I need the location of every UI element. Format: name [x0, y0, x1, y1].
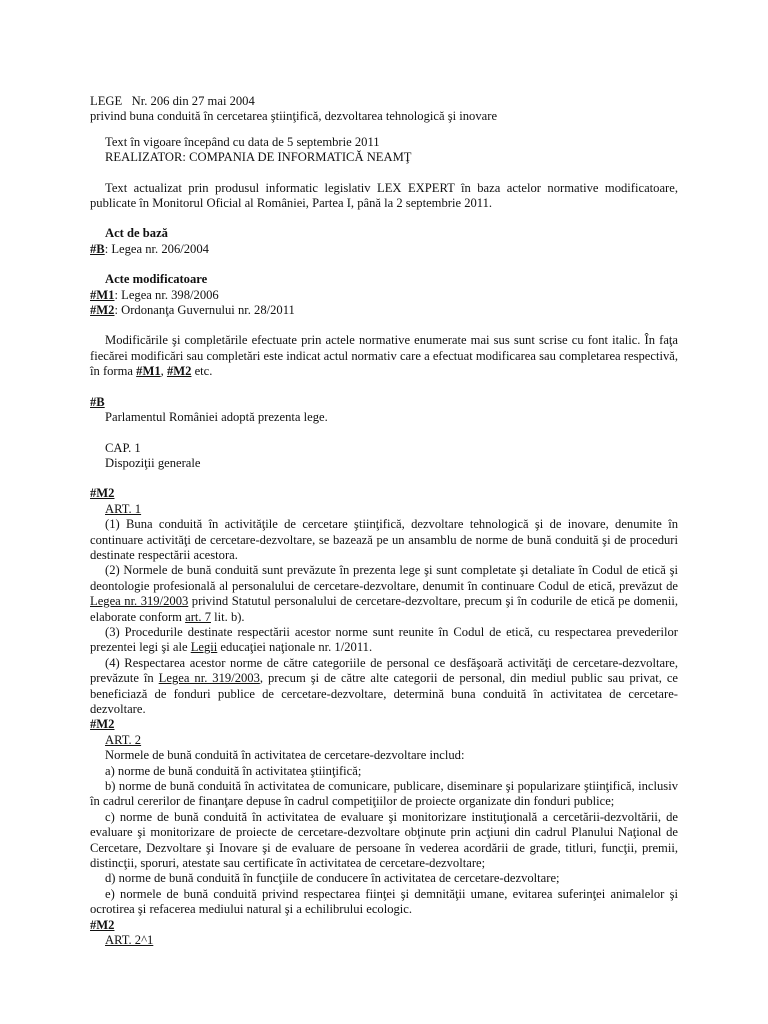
in-force-date: Text în vigoare începând cu data de 5 septembrie 2011	[105, 134, 380, 149]
article-paragraph: (4) Respectarea acestor norme de către categoriile de personal ce desfăşoară activităţi de cercetare-dezvoltare, prevăzute în Legea nr. 319/2003, precum şi de către alte categorii de personal, din mediul public sau privat, ce beneficiază de fonduri publice de cercetare-dezvoltare, determină buna conduită în activitatea de cercetare-dezvoltare.	[90, 655, 678, 716]
document-page	[90, 94, 678, 949]
marker-m2[interactable]: #M2	[166, 364, 192, 379]
article-paragraph: (2) Normele de bună conduită sunt prevăzute în prezenta lege şi sunt completate şi detaliate în Codul de etică şi deontologie profesională al personalului de cercetare-dezvoltare, denumit în continuare Codul de etică, prevăzut de Legea nr. 319/2003 privind Statutul personalului de cercetare-dezvoltare, precum şi în codurile de etică pe domenii, elaborate conform art. 7 lit. b).	[90, 563, 678, 624]
updated-notice: Text actualizat prin produsul informatic legislativ LEX EXPERT în baza actelor normative modificatoare, publicate în Monitorul Oficial al României, Partea I, până la 2 septembrie 2011.	[90, 180, 678, 211]
article-link[interactable]: art. 7	[185, 609, 211, 624]
list-item: a) norme de bună conduită în activitatea ştiinţifică;	[105, 763, 362, 778]
marker-b[interactable]: #B	[90, 241, 105, 256]
amending-act-text: : Legea nr. 398/2006	[114, 287, 219, 302]
marker-m2[interactable]: #M2	[90, 717, 115, 732]
marker-m1[interactable]: #M1	[90, 287, 115, 302]
article-paragraph: (3) Procedurile destinate respectării acestor norme sunt reunite în Codul de etică, cu respectarea prevederilor prezentei legi şi ale Legii educaţiei naţionale nr. 1/2011.	[90, 624, 678, 655]
list-item: b) norme de bună conduită în activitatea de comunicare, publicare, diseminare şi popularizare ştiinţifică, inclusiv în cadrul cererilor de finanţare depuse în cadrul competiţiilor de proiecte organizate din fonduri publice;	[90, 779, 678, 809]
list-item: e) normele de bună conduită privind respectarea fiinţei şi demnităţii umane, evitarea suferinţei animalelor şi ocrotirea şi refacerea mediului natural şi a echilibrului ecologic.	[90, 886, 678, 917]
amending-act-text: : Ordonanţa Guvernului nr. 28/2011	[114, 303, 295, 318]
list-item: c) norme de bună conduită în activitatea de evaluare şi monitorizare instituţională a cercetării-dezvoltării, de evaluare şi monitorizare de proiecte de cercetare-dezvoltare obţinute prin acţiuni din cadrul Planului Naţional de Cercetare, Dezvoltare şi Inovare şi de evaluare de persoane în vederea acordării de grade, titluri, funcţii, premii, distincţii, sporuri, atestate sau certificate în activitatea de cercetare-dezvoltare;	[90, 809, 678, 871]
marker-b[interactable]: #B	[90, 394, 105, 409]
article-title[interactable]: ART. 2^1	[105, 933, 154, 948]
adoption-statement: Parlamentul României adoptă prezenta lege.	[105, 410, 328, 425]
base-act-text: : Legea nr. 206/2004	[104, 241, 209, 256]
law-link[interactable]: Legea nr. 319/2003	[90, 594, 189, 609]
chapter-name: Dispoziţii generale	[105, 455, 201, 470]
base-act-heading: Act de bază	[105, 226, 168, 241]
amending-acts-heading: Acte modificatoare	[105, 272, 208, 287]
marker-m2[interactable]: #M2	[90, 917, 115, 932]
section-marker	[90, 486, 678, 501]
article-paragraph: (1) Buna conduită în activităţile de cercetare ştiinţifică, dezvoltare tehnologică şi de inovare, denumite în continuare activităţi de cercetare-dezvoltare, se bazează pe un ansamblu de norme de bună conduită şi de proceduri destinate respectării acestora.	[90, 517, 678, 562]
article-title[interactable]: ART. 2	[105, 732, 142, 747]
section-marker	[90, 717, 678, 732]
amending-act-m1	[90, 288, 678, 303]
law-title-line	[90, 94, 678, 109]
law-number: Nr. 206 din 27 mai 2004	[131, 94, 255, 108]
law-subtitle: privind buna conduită în cercetarea ştiinţifică, dezvoltarea tehnologică şi inovare	[90, 109, 498, 124]
list-item: d) norme de bună conduită în funcţiile de conducere în activitatea de cercetare-dezvoltare;	[105, 871, 560, 886]
law-type: LEGE	[90, 94, 123, 108]
article-title[interactable]: ART. 1	[105, 501, 142, 516]
section-marker	[90, 918, 678, 933]
modifications-note: Modificările şi completările efectuate prin actele normative enumerate mai sus sunt scrise cu font italic. În faţa fiecărei modificări sau completări este indicat actul normativ care a efectuat modificarea sau completarea respectivă, în forma #M1, #M2 etc.	[90, 333, 678, 379]
marker-m1[interactable]: #M1	[136, 364, 161, 379]
chapter-title: CAP. 1	[105, 440, 141, 455]
law-link[interactable]: Legii	[190, 640, 218, 655]
article-intro: Normele de bună conduită în activitatea de cercetare-dezvoltare includ:	[105, 748, 465, 763]
realizator: REALIZATOR: COMPANIA DE INFORMATICĂ NEAMŢ	[105, 150, 412, 165]
base-act-line	[90, 242, 678, 257]
section-marker	[90, 395, 678, 410]
law-link[interactable]: Legea nr. 319/2003	[158, 671, 260, 686]
amending-act-m2	[90, 303, 678, 318]
marker-m2[interactable]: #M2	[90, 486, 115, 501]
marker-m2[interactable]: #M2	[90, 303, 115, 318]
